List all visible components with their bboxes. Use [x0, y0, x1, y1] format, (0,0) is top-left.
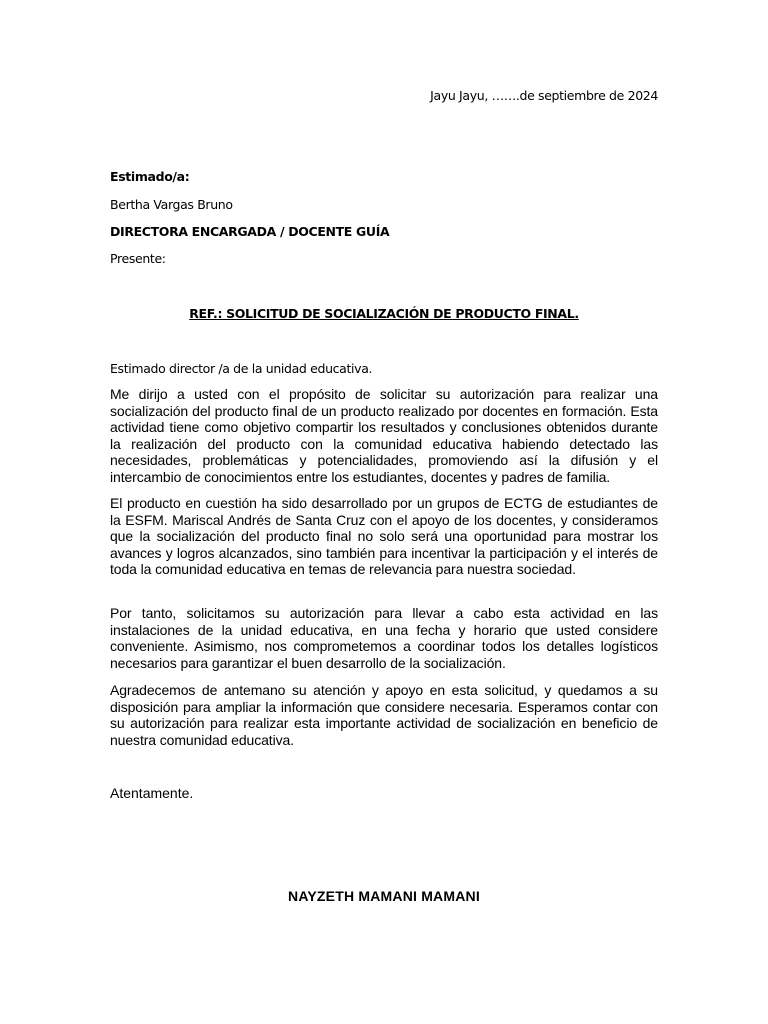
- salutation: Estimado director /a de la unidad educativa.: [110, 361, 373, 376]
- recipient-name: Bertha Vargas Bruno: [110, 197, 233, 212]
- greeting-label: Estimado/a:: [110, 169, 190, 184]
- body-paragraph-product: El producto en cuestión ha sido desarrollado por un grupos de ECTG de estudiantes de la ESFM. Mariscal Andrés de Santa Cruz con el apoyo de los docentes, y consideramos que la socialización del producto final no solo será una oportunidad para mostrar los avances y logros alcanzados, sino también para incentivar la participación y el interés de toda la comunidad educativa en temas de relevancia para nuestra sociedad.: [110, 495, 658, 578]
- recipient-role: DIRECTORA ENCARGADA / DOCENTE GUÍA: [110, 224, 390, 239]
- signer-name: NAYZETH MAMANI MAMANI: [288, 888, 480, 904]
- closing: Atentamente.: [110, 785, 194, 801]
- date-line: Jayu Jayu, …….de septiembre de 2024: [430, 88, 658, 103]
- reference-line: REF.: SOLICITUD DE SOCIALIZACIÓN DE PRODUCTO FINAL.: [189, 306, 579, 321]
- body-paragraph-purpose: Me dirijo a usted con el propósito de solicitar su autorización para realizar una socialización del producto final de un producto realizado por docentes en formación. Esta actividad tiene como objetivo compartir los resultados y conclusiones obtenidos durante la realización del producto con la comunidad educativa habiendo detectado las necesidades, problemáticas y potencialidades, promoviendo así la difusión y el intercambio de conocimientos entre los estudiantes, docentes y padres de familia.: [110, 386, 658, 485]
- body-paragraph-request: Por tanto, solicitamos su autorización para llevar a cabo esta actividad en las instalaciones de la unidad educativa, en una fecha y horario que usted considere conveniente. Asimismo, nos comprometemos a coordinar todos los detalles logísticos necesarios para garantizar el buen desarrollo de la socialización.: [110, 605, 658, 671]
- presente-label: Presente:: [110, 251, 166, 266]
- body-paragraph-thanks: Agradecemos de antemano su atención y apoyo en esta solicitud, y quedamos a su disposición para ampliar la información que considere necesaria. Esperamos contar con su autorización para realizar esta importante actividad de socialización en beneficio de nuestra comunidad educativa.: [110, 682, 658, 748]
